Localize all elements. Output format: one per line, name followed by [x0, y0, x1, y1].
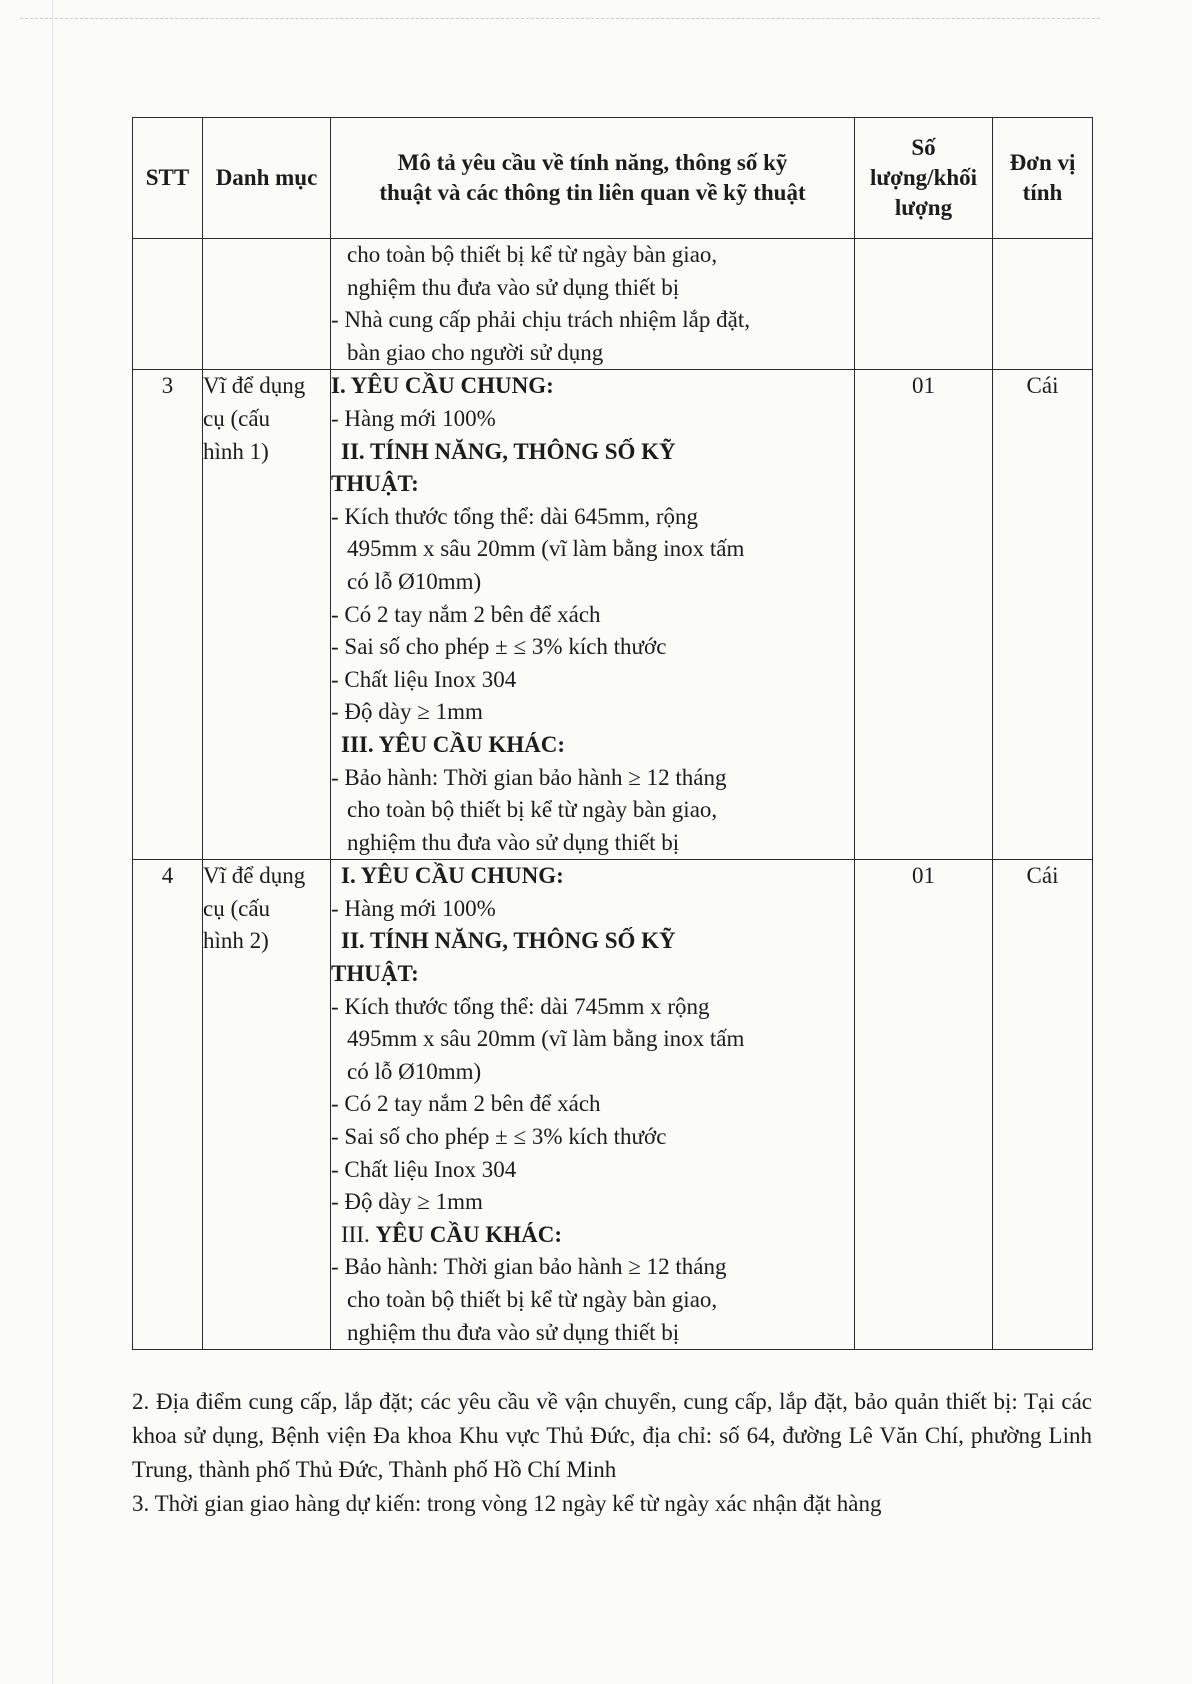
category-line: hình 1) — [203, 438, 269, 464]
cell-category — [203, 370, 331, 860]
section-other-heading: III. YÊU CẦU KHÁC: — [341, 731, 566, 757]
cell-quantity: 01 — [855, 860, 993, 1350]
header-category: Danh mục — [203, 118, 331, 239]
section-other-prefix: III. — [341, 1221, 376, 1247]
section-other-heading — [331, 1219, 854, 1252]
description-line: cho toàn bộ thiết bị kể từ ngày bàn giao, — [347, 797, 718, 823]
description-line: - Hàng mới 100% — [331, 895, 496, 921]
table-row-continuation — [133, 239, 1093, 370]
description-line: - Độ dày ≥ 1mm — [331, 699, 483, 725]
description-line: - Chất liệu Inox 304 — [331, 1156, 517, 1182]
header-quantity-line: lượng/khối — [869, 165, 978, 190]
description-line: - Có 2 tay nắm 2 bên để xách — [331, 1091, 601, 1117]
header-stt: STT — [133, 118, 203, 239]
description-line: - Sai số cho phép ± ≤ 3% kích thước — [331, 634, 667, 660]
category-line: cụ (cấu — [203, 405, 271, 431]
section-specs-heading: II. TÍNH NĂNG, THÔNG SỐ KỸ — [341, 438, 676, 464]
description-line: - Kích thước tổng thể: dài 645mm, rộng — [331, 503, 699, 529]
description-line: - Kích thước tổng thể: dài 745mm x rộng — [331, 993, 710, 1019]
header-unit-line: tính — [1022, 180, 1063, 205]
table-row-item-3 — [133, 370, 1093, 860]
description-line: cho toàn bộ thiết bị kể từ ngày bàn giao, — [347, 1287, 718, 1312]
header-unit-line: Đơn vị — [1009, 150, 1076, 175]
footer-notes — [132, 1385, 1092, 1521]
description-line: - Bảo hành: Thời gian bảo hành ≥ 12 tháng — [331, 764, 727, 790]
section-general-heading: I. YÊU CẦU CHUNG: — [341, 863, 564, 889]
header-description — [331, 118, 855, 239]
description-line: - Độ dày ≥ 1mm — [331, 1189, 483, 1215]
cell-description — [331, 370, 855, 860]
cell-description — [331, 239, 855, 370]
description-line: nghiệm thu đưa vào sử dụng thiết bị — [347, 274, 680, 300]
description-line: có lỗ Ø10mm) — [347, 1058, 482, 1084]
description-line: bàn giao cho người sử dụng — [347, 339, 604, 365]
section-specs-heading: II. TÍNH NĂNG, THÔNG SỐ KỸ — [341, 928, 676, 954]
cell-quantity — [855, 239, 993, 370]
description-line: - Sai số cho phép ± ≤ 3% kích thước — [331, 1124, 667, 1150]
description-line: nghiệm thu đưa vào sử dụng thiết bị — [347, 1319, 680, 1345]
cell-unit: Cái — [993, 370, 1093, 860]
header-description-line: Mô tả yêu cầu về tính năng, thông số kỹ — [397, 150, 788, 175]
cell-stt: 4 — [133, 860, 203, 1350]
section-other-title: YÊU CẦU KHÁC: — [375, 1221, 563, 1247]
table-header-row — [133, 118, 1093, 239]
delivery-time-paragraph: 3. Thời gian giao hàng dự kiến: trong vòng 12 ngày kể từ ngày xác nhận đặt hàng — [132, 1491, 882, 1516]
cell-stt: 3 — [133, 370, 203, 860]
description-line: - Bảo hành: Thời gian bảo hành ≥ 12 tháng — [331, 1254, 727, 1280]
section-specs-heading: THUẬT: — [331, 471, 419, 497]
scan-left-edge — [52, 0, 53, 1684]
description-line: cho toàn bộ thiết bị kể từ ngày bàn giao, — [347, 242, 718, 267]
cell-unit — [993, 239, 1093, 370]
category-line: hình 2) — [203, 928, 269, 954]
description-line: có lỗ Ø10mm) — [347, 568, 482, 594]
description-line: - Có 2 tay nắm 2 bên để xách — [331, 601, 601, 627]
cell-description — [331, 860, 855, 1350]
description-line: - Hàng mới 100% — [331, 405, 496, 431]
header-quantity-line: Số — [911, 135, 936, 160]
category-line: cụ (cấu — [203, 895, 271, 921]
header-quantity — [855, 118, 993, 239]
specification-table — [132, 117, 1093, 1350]
header-description-line: thuật và các thông tin liên quan về kỹ thuật — [379, 180, 806, 205]
description-line: - Chất liệu Inox 304 — [331, 666, 517, 692]
description-line: - Nhà cung cấp phải chịu trách nhiệm lắp đặt, — [331, 307, 750, 333]
description-line: 495mm x sâu 20mm (vĩ làm bằng inox tấm — [347, 1026, 745, 1052]
description-line: 495mm x sâu 20mm (vĩ làm bằng inox tấm — [347, 536, 745, 562]
header-quantity-line: lượng — [894, 195, 953, 220]
category-line: Vĩ để dụng — [203, 373, 306, 399]
header-unit — [993, 118, 1093, 239]
section-specs-heading: THUẬT: — [331, 961, 419, 987]
scan-top-line — [20, 18, 1100, 19]
table-row-item-4 — [133, 860, 1093, 1350]
cell-quantity: 01 — [855, 370, 993, 860]
cell-category — [203, 860, 331, 1350]
section-general-heading: I. YÊU CẦU CHUNG: — [331, 373, 554, 399]
description-line: nghiệm thu đưa vào sử dụng thiết bị — [347, 829, 680, 855]
cell-category — [203, 239, 331, 370]
cell-unit: Cái — [993, 860, 1093, 1350]
delivery-location-paragraph: 2. Địa điểm cung cấp, lắp đặt; các yêu cầu về vận chuyển, cung cấp, lắp đặt, bảo quản thiết bị: Tại các khoa sử dụng, Bệnh viện Đa khoa Khu vực Thủ Đức, địa chỉ: số 64, đường Lê Văn Chí, phường Linh Trung, thành phố Thủ Đức, Thành phố Hồ Chí Minh — [132, 1389, 1092, 1482]
cell-stt — [133, 239, 203, 370]
category-line: Vĩ để dụng — [203, 863, 306, 889]
